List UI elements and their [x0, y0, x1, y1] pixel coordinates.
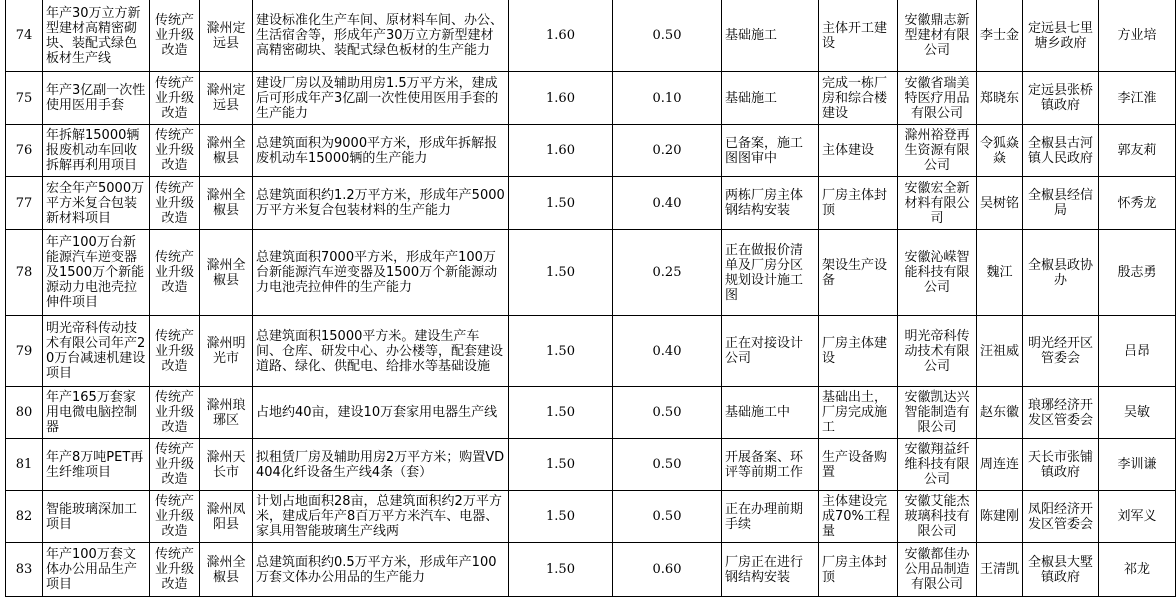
planned-investment-cell: 0.50	[613, 387, 722, 439]
project-name-cell: 年产100万套文体办公用品生产项目	[43, 543, 150, 597]
table-row	[6, 543, 1176, 597]
responsible-government-cell: 定远县七里塘乡政府	[1023, 0, 1099, 72]
planned-investment-cell: 0.50	[613, 0, 722, 72]
construction-content-cell: 占地约40亩，建设10万套家用电器生产线	[253, 387, 509, 439]
construction-content-cell: 总建筑面积为9000平方米，形成年拆解报废机动车15000辆的生产能力	[253, 125, 509, 177]
company-name-cell: 安徽沁嵘智能科技有限公司	[898, 230, 977, 316]
project-location-cell: 滁州明光市	[200, 316, 253, 387]
planned-investment-cell: 0.50	[613, 491, 722, 543]
responsible-government-cell: 定远县张桥镇政府	[1023, 72, 1099, 125]
responsible-government-cell: 全椒县政协办	[1023, 230, 1099, 316]
planned-investment-cell: 0.60	[613, 543, 722, 597]
row-number-cell: 81	[6, 439, 43, 491]
row-number-cell: 75	[6, 72, 43, 125]
table-body	[6, 0, 1176, 597]
company-name-cell: 滁州裕登再生资源有限公司	[898, 125, 977, 177]
target-milestone-cell: 主体建设	[819, 125, 898, 177]
project-category-cell: 传统产业升级改造	[150, 72, 200, 125]
target-milestone-cell: 厂房主体封顶	[819, 543, 898, 597]
row-number-cell: 82	[6, 491, 43, 543]
company-name-cell: 安徽艾能杰玻璃科技有限公司	[898, 491, 977, 543]
contact-person-cell: 郑晓东	[977, 72, 1023, 125]
responsible-government-cell: 全椒县古河镇人民政府	[1023, 125, 1099, 177]
contact-person-cell: 李士金	[977, 0, 1023, 72]
project-location-cell: 滁州定远县	[200, 72, 253, 125]
project-name-cell: 年拆解15000辆报废机动车回收拆解再利用项目	[43, 125, 150, 177]
responsible-leader-cell: 李训谦	[1099, 439, 1176, 491]
table-row	[6, 230, 1176, 316]
total-investment-cell: 1.60	[509, 0, 613, 72]
table-row	[6, 316, 1176, 387]
project-name-cell: 年产165万套家用电微电脑控制器	[43, 387, 150, 439]
row-number-cell: 76	[6, 125, 43, 177]
target-milestone-cell: 主体开工建设	[819, 0, 898, 72]
project-category-cell: 传统产业升级改造	[150, 439, 200, 491]
current-progress-cell: 两栋厂房主体钢结构安装	[722, 177, 819, 230]
construction-content-cell: 总建筑面积15000平方米。建设生产车间、仓库、研发中心、办公楼等，配套建设道路、绿化、供配电、给排水等基础设施	[253, 316, 509, 387]
planned-investment-cell: 0.50	[613, 439, 722, 491]
table-row	[6, 0, 1176, 72]
project-location-cell: 滁州天长市	[200, 439, 253, 491]
total-investment-cell: 1.60	[509, 72, 613, 125]
project-category-cell: 传统产业升级改造	[150, 0, 200, 72]
current-progress-cell: 基础施工	[722, 0, 819, 72]
project-location-cell: 滁州全椒县	[200, 125, 253, 177]
responsible-leader-cell: 吴敏	[1099, 387, 1176, 439]
responsible-government-cell: 明光经开区管委会	[1023, 316, 1099, 387]
total-investment-cell: 1.50	[509, 230, 613, 316]
total-investment-cell: 1.50	[509, 316, 613, 387]
responsible-leader-cell: 祁龙	[1099, 543, 1176, 597]
contact-person-cell: 魏江	[977, 230, 1023, 316]
current-progress-cell: 开展备案、环评等前期工作	[722, 439, 819, 491]
table-row	[6, 177, 1176, 230]
target-milestone-cell: 架设生产设备	[819, 230, 898, 316]
current-progress-cell: 正在办理前期手续	[722, 491, 819, 543]
target-milestone-cell: 厂房主体封顶	[819, 177, 898, 230]
row-number-cell: 83	[6, 543, 43, 597]
target-milestone-cell: 完成一栋厂房和综合楼建设	[819, 72, 898, 125]
target-milestone-cell: 生产设备购置	[819, 439, 898, 491]
current-progress-cell: 基础施工	[722, 72, 819, 125]
project-name-cell: 宏全年产5000万平方米复合包装新材料项目	[43, 177, 150, 230]
table-row	[6, 387, 1176, 439]
target-milestone-cell: 厂房主体建设	[819, 316, 898, 387]
construction-content-cell: 拟租赁厂房及辅助用房2万平方米；购置VD404化纤设备生产线4条（套）	[253, 439, 509, 491]
company-name-cell: 安徽宏全新材料有限公司	[898, 177, 977, 230]
total-investment-cell: 1.50	[509, 543, 613, 597]
contact-person-cell: 周连连	[977, 439, 1023, 491]
project-category-cell: 传统产业升级改造	[150, 387, 200, 439]
planned-investment-cell: 0.10	[613, 72, 722, 125]
table-row	[6, 491, 1176, 543]
total-investment-cell: 1.50	[509, 439, 613, 491]
planned-investment-cell: 0.40	[613, 177, 722, 230]
construction-content-cell: 建设标准化生产车间、原材料车间、办公、生活宿舍等，形成年产30万立方新型建材高精密砌块、装配式绿色板材的生产能力	[253, 0, 509, 72]
table-row	[6, 72, 1176, 125]
project-location-cell: 滁州定远县	[200, 0, 253, 72]
current-progress-cell: 正在做报价清单及厂房分区规划设计施工图	[722, 230, 819, 316]
row-number-cell: 80	[6, 387, 43, 439]
responsible-government-cell: 全椒县大墅镇政府	[1023, 543, 1099, 597]
construction-content-cell: 总建筑面积约1.2万平方米，形成年产5000万平方米复合包装材料的生产能力	[253, 177, 509, 230]
project-category-cell: 传统产业升级改造	[150, 125, 200, 177]
row-number-cell: 74	[6, 0, 43, 72]
responsible-leader-cell: 刘军义	[1099, 491, 1176, 543]
target-milestone-cell: 主体建设完成70%工程量	[819, 491, 898, 543]
target-milestone-cell: 基础出土，厂房完成施工	[819, 387, 898, 439]
current-progress-cell: 正在对接设计公司	[722, 316, 819, 387]
contact-person-cell: 赵东徽	[977, 387, 1023, 439]
total-investment-cell: 1.50	[509, 177, 613, 230]
project-table-sheet	[5, 0, 1157, 597]
total-investment-cell: 1.50	[509, 491, 613, 543]
project-location-cell: 滁州全椒县	[200, 230, 253, 316]
current-progress-cell: 已备案，施工图图审中	[722, 125, 819, 177]
responsible-government-cell: 天长市张铺镇政府	[1023, 439, 1099, 491]
project-name-cell: 年产100万台新能源汽车逆变器及1500万个新能源动力电池壳拉伸件项目	[43, 230, 150, 316]
project-category-cell: 传统产业升级改造	[150, 491, 200, 543]
construction-content-cell: 建设厂房以及辅助用房1.5万平方米，建成后可形成年产3亿副一次性使用医用手套的生产能力	[253, 72, 509, 125]
project-category-cell: 传统产业升级改造	[150, 177, 200, 230]
table-row	[6, 439, 1176, 491]
project-table	[5, 0, 1176, 597]
contact-person-cell: 陈建刚	[977, 491, 1023, 543]
contact-person-cell: 令狐焱焱	[977, 125, 1023, 177]
project-category-cell: 传统产业升级改造	[150, 543, 200, 597]
responsible-leader-cell: 郭友莉	[1099, 125, 1176, 177]
project-name-cell: 年产8万吨PET再生纤维项目	[43, 439, 150, 491]
construction-content-cell: 总建筑面积约0.5万平方米，形成年产100万套文体办公用品的生产能力	[253, 543, 509, 597]
project-category-cell: 传统产业升级改造	[150, 316, 200, 387]
current-progress-cell: 基础施工中	[722, 387, 819, 439]
contact-person-cell: 王清凯	[977, 543, 1023, 597]
responsible-leader-cell: 李江淮	[1099, 72, 1176, 125]
total-investment-cell: 1.60	[509, 125, 613, 177]
responsible-government-cell: 琅琊经济开发区管委会	[1023, 387, 1099, 439]
table-row	[6, 125, 1176, 177]
project-category-cell: 传统产业升级改造	[150, 230, 200, 316]
total-investment-cell: 1.50	[509, 387, 613, 439]
construction-content-cell: 总建筑面积7000平方米，形成年产100万台新能源汽车逆变器及1500万个新能源动力电池壳拉伸件的生产能力	[253, 230, 509, 316]
responsible-government-cell: 全椒县经信局	[1023, 177, 1099, 230]
project-name-cell: 智能玻璃深加工项目	[43, 491, 150, 543]
row-number-cell: 78	[6, 230, 43, 316]
project-name-cell: 年产3亿副一次性使用医用手套	[43, 72, 150, 125]
project-location-cell: 滁州琅琊区	[200, 387, 253, 439]
contact-person-cell: 吴树铭	[977, 177, 1023, 230]
row-number-cell: 77	[6, 177, 43, 230]
company-name-cell: 安徽凯达兴智能制造有限公司	[898, 387, 977, 439]
planned-investment-cell: 0.25	[613, 230, 722, 316]
planned-investment-cell: 0.20	[613, 125, 722, 177]
project-location-cell: 滁州凤阳县	[200, 491, 253, 543]
project-location-cell: 滁州全椒县	[200, 543, 253, 597]
project-name-cell: 年产30万立方新型建材高精密砌块、装配式绿色板材生产线	[43, 0, 150, 72]
company-name-cell: 安徽翔益纤维科技有限公司	[898, 439, 977, 491]
company-name-cell: 安徽省瑞美特医疗用品有限公司	[898, 72, 977, 125]
company-name-cell: 明光帝科传动技术有限公司	[898, 316, 977, 387]
contact-person-cell: 汪祖威	[977, 316, 1023, 387]
construction-content-cell: 计划占地面积28亩，总建筑面积约2万平方米，建成后年产8百万平方米汽车、电器、家具用智能玻璃生产线两	[253, 491, 509, 543]
company-name-cell: 安徽鼎志新型建材有限公司	[898, 0, 977, 72]
responsible-leader-cell: 怀秀龙	[1099, 177, 1176, 230]
responsible-government-cell: 凤阳经济开发区管委会	[1023, 491, 1099, 543]
responsible-leader-cell: 殷志勇	[1099, 230, 1176, 316]
current-progress-cell: 厂房正在进行钢结构安装	[722, 543, 819, 597]
project-location-cell: 滁州全椒县	[200, 177, 253, 230]
company-name-cell: 安徽都佳办公用品制造有限公司	[898, 543, 977, 597]
responsible-leader-cell: 方业培	[1099, 0, 1176, 72]
row-number-cell: 79	[6, 316, 43, 387]
responsible-leader-cell: 吕昂	[1099, 316, 1176, 387]
planned-investment-cell: 0.40	[613, 316, 722, 387]
project-name-cell: 明光帝科传动技术有限公司年产20万台减速机建设项目	[43, 316, 150, 387]
